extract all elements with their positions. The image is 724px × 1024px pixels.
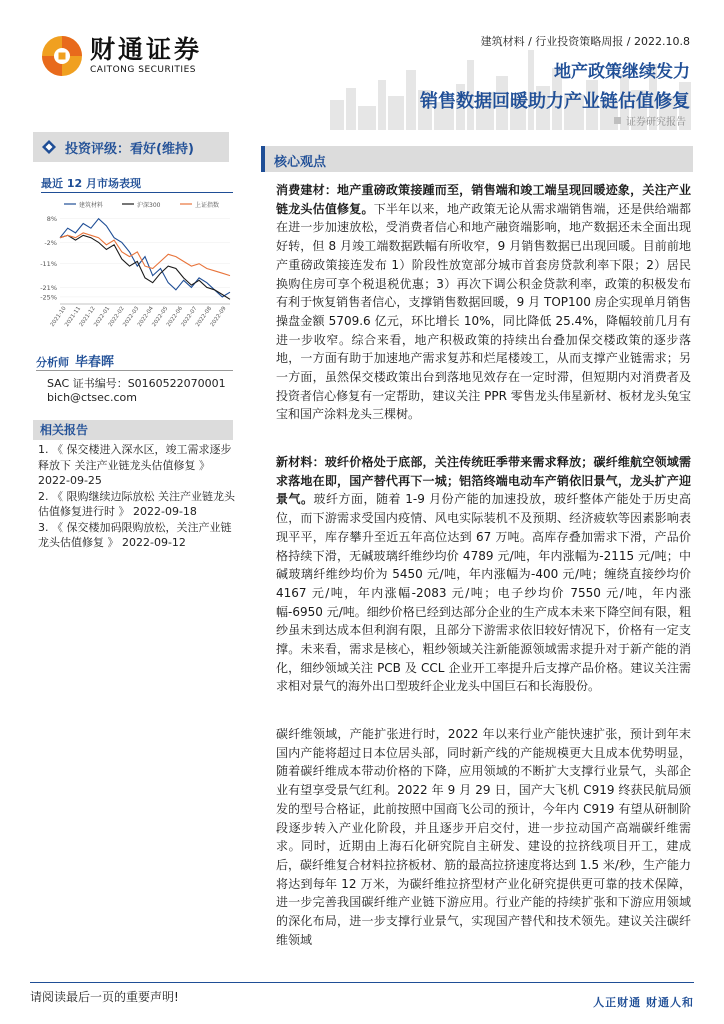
related-report-title[interactable]: 3. 《 保交楼加码限购放松，关注产业链龙头估值修复 》	[38, 520, 232, 549]
y-tick-label: -2%	[44, 238, 57, 247]
analyst-header	[36, 348, 233, 370]
investment-rating-text: 投资评级：看好(维持)	[65, 141, 194, 157]
related-report-item[interactable]	[38, 520, 236, 551]
footer-rule	[30, 982, 694, 983]
related-report-date: 2022-09-25	[38, 474, 102, 487]
doc-type-text: 证券研究报告	[626, 117, 686, 128]
company-logo	[40, 34, 202, 78]
paragraph-body: 玻纤方面，随着 1-9 月份产能的加速投放，玻纤整体产能处于历史高位，而下游需求受国内疫情、风电实际装机不及预期、经济疲软等因素影响表现平平，库存攀升至近五年高位达到 67 万吨。高库存叠加需求下滑，产品价格持续下滑，无碱玻璃纤维纱均价 4789 元/吨，年内涨幅为-2115 元/吨；中碱玻璃纤维纱均价为 5450 元/吨，年内涨幅为-400 元/吨；缠绕直接纱均价 4167 元/吨，年内涨幅-2083 元/吨；电子纱均价 7550 元/吨，年内涨幅-6950 元/吨。细纱价格已经到达部分企业的生产成本未来下降空间有限，粗纱虽未到达成本但利润有限，且部分下游需求依旧较好情况下，价格有一定支撑。未来看，需求是核心，粗纱领域关注新能源领域需求提升对于新产能的消化，细纱领域关注 PCB 及 CCL 企业开工率提升后支撑产品价格。建议关注需求相对景气的海外出口型玻纤企业龙头中国巨石和长海股份。	[276, 492, 691, 694]
analyst-label: 分析师	[36, 356, 69, 369]
logo-english-name: CAITONG SECURITIES	[90, 65, 196, 75]
core-viewpoint-label: 核心观点	[274, 155, 327, 170]
paragraph-lead: 消费建材：地产重磅政策接踵而至，销售端和竣工端呈现回暖迹象，关注产业链龙头估值修复。	[276, 183, 691, 216]
heading-accent	[261, 146, 265, 172]
y-tick-label: -21%	[40, 283, 57, 292]
legend-label: 上证指数	[195, 202, 220, 209]
report-header	[0, 0, 724, 140]
logo-chinese-name: 财通证券	[90, 35, 203, 64]
paragraph-carbon-fiber	[276, 725, 691, 949]
analyst-sac-number: SAC 证书编号：S0160522070001	[47, 377, 226, 390]
paragraph-new-materials	[276, 453, 691, 696]
related-report-date: 2022-09-18	[133, 505, 197, 518]
paragraph-body: 下半年以来，地产政策无论从需求端销售端，还是供给端都在进一步加速放松，受消费者信心和地产融资端影响，地产数据还未全面出现好转，但 8 月竣工端数据跌幅有所收窄，9 月销售数据已出现回暖。目前前地产重磅政策接连发布 1）阶段性放宽部分城市首套房贷款利率下限；2）居民换购住房可享个税退税优惠；3）再次下调公积金贷款利率，政策的积极发布有利于恢复销售者信心，支撑销售数据回暖，9 月 TOP100 房企实现单月销售操盘金额 5709.6 亿元，环比增长 10%，同比降低 25.4%，降幅较前几月有进一步收窄。综合来看，地产积极政策的持续出台叠加保交楼政策的逐步落地，一方面有助于加速地产需求复苏和烂尾楼竣工，从而支撑产业链需求；另一方面，虽然保交楼政策出台到落地见效存在一定时滞，但短期内对消费者及投资者信心修复有一定帮助，建议关注 PPR 零售龙头伟星新材、板材龙头兔宝宝和国产涂料龙头三棵树。	[276, 201, 691, 422]
x-tick-label: 2022-02	[107, 305, 126, 328]
related-report-item[interactable]	[38, 489, 236, 520]
y-tick-label: -25%	[40, 293, 57, 302]
x-tick-label: 2021-12	[78, 305, 97, 328]
related-report-title[interactable]: 1. 《 保交楼进入深水区，竣工需求逐步释放下 关注产业链龙头估值修复 》	[38, 443, 232, 472]
related-report-date: 2022-09-12	[122, 536, 186, 549]
related-reports-heading: 相关报告	[33, 420, 233, 440]
analyst-email[interactable]: bich@ctsec.com	[47, 391, 137, 404]
x-tick-label: 2022-06	[165, 305, 185, 328]
x-tick-label: 2022-09	[209, 305, 228, 328]
x-tick-label: 2022-08	[194, 305, 214, 328]
paragraph-body: 碳纤维领域，产能扩张进行时，2022 年以来行业产能快速扩张，预计到年末国内产能将超过日本位居头部，同时新产线的产能规模更大且成本优势明显，随着碳纤维成本带动价格的下降，应用领域的不断扩大支撑行业景气，头部企业有望享受景气红利。2022 年 9 月 29 日，国产大飞机 C919 终获民航局颁发的型号合格证，此前按照中国商飞公司的预计，今年内 C919 有望从研制阶段逐步转入产业化阶段，并且逐步开启交付，进一步拉动国产高端碳纤维需求。同时，近期由上海石化研究院自主研发、建设的拉挤线项目开工，建成后，碳纤维复合材料拉挤板材、筋的最高拉挤速度将达到 1.5 米/秒，生产能力将达到每年 12 万米，为碳纤维拉挤型材产业化研究提供更可靠的技术保障，进一步完善我国碳纤维产业链下游应用。行业产能的持续扩张和下游应用领域的深化布局，进一步支撑行业景气，实现国产替代和技术领先。建议关注碳纤维领域	[276, 727, 691, 947]
doc-type-label	[614, 113, 686, 128]
x-tick-label: 2022-01	[93, 305, 112, 328]
related-reports-list	[38, 442, 236, 551]
square-bullet-icon	[614, 117, 621, 124]
investment-rating	[33, 132, 229, 162]
x-tick-label: 2022-04	[136, 305, 155, 328]
paragraph-consumer-materials	[276, 181, 691, 424]
breadcrumb: 建筑材料 / 行业投资策略周报 / 2022.10.8	[480, 35, 690, 48]
y-tick-label: 8%	[46, 215, 57, 224]
analyst-rule	[36, 370, 233, 371]
x-tick-label: 2021-10	[49, 305, 68, 328]
report-headline-primary: 地产政策继续发力	[554, 62, 690, 82]
x-tick-label: 2022-03	[122, 305, 141, 328]
y-tick-label: -11%	[40, 260, 57, 269]
diamond-icon	[41, 139, 57, 155]
chart-title-rule	[41, 192, 233, 193]
core-viewpoint-heading	[261, 146, 693, 172]
x-tick-label: 2022-07	[180, 305, 199, 328]
x-tick-label: 2021-11	[64, 305, 83, 328]
market-performance-chart	[30, 196, 238, 344]
related-report-title[interactable]: 2. 《 限购继续边际放松 关注产业链龙头估值修复进行时 》	[38, 489, 235, 518]
series-line-3	[60, 233, 230, 276]
legend-label: 建筑材料	[79, 202, 104, 209]
x-tick-label: 2022-05	[151, 305, 170, 328]
footer-disclaimer: 请阅读最后一页的重要声明!	[30, 990, 179, 1004]
related-report-item[interactable]	[38, 442, 236, 489]
analyst-name: 毕春晖	[75, 355, 115, 370]
footer-slogan: 人正财通 财通人和	[593, 996, 694, 1009]
legend-label: 沪深300	[137, 202, 161, 209]
paragraph-lead: 新材料：玻纤价格处于底部，关注传统旺季带来需求释放；碳纤维航空领域需求落地在即，国产替代再下一城；铝箔终端电动车产销依旧景气，龙头扩产迎景气。	[276, 455, 691, 507]
chart-title: 最近 12 月市场表现	[41, 177, 141, 190]
caitong-logo-icon	[40, 34, 84, 78]
report-headline-secondary: 销售数据回暖助力产业链估值修复	[420, 91, 690, 112]
